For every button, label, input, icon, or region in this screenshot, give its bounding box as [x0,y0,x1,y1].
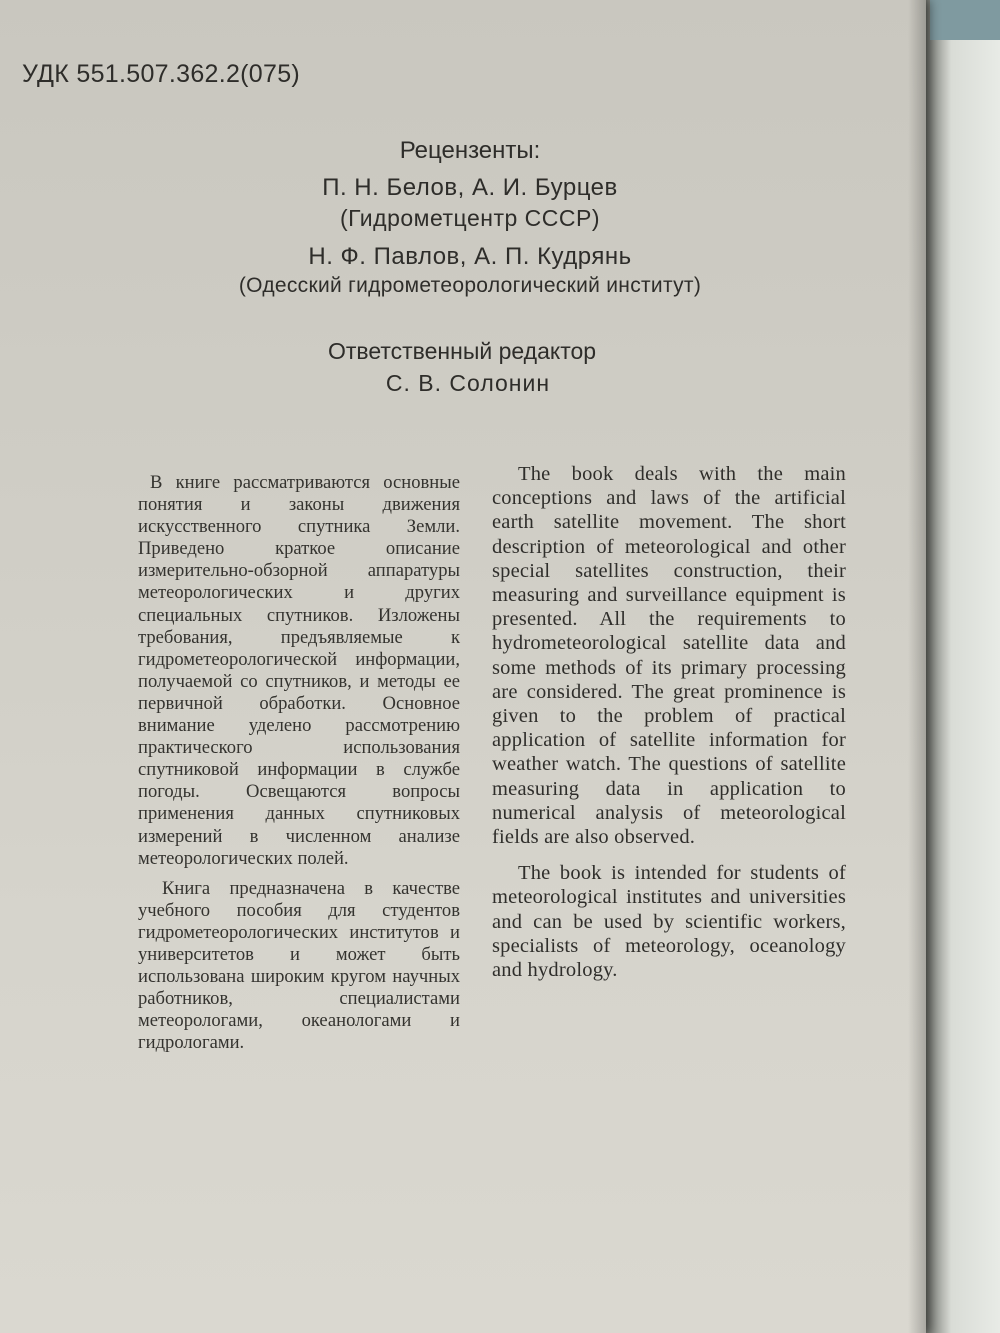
abstract-english-paragraph-2: The book is intended for students of meteorological institutes and universities and can be used by scientific workers, specialists of meteorology, oceanology and hydrology. [492,862,846,982]
reviewers-group1-names: П. Н. Белов, А. И. Бурцев [322,174,618,201]
udc-code: УДК 551.507.362.2(075) [22,60,301,88]
abstract-russian-paragraph-2: Книга предназначена в качестве учебного пособия для студентов гидрометеорологических институтов и университетов и может быть использована широким кругом научных работников, специалистами метеорологами, океанологами и гидрологами. [138,877,460,1054]
abstract-english-paragraph-1: The book deals with the main conceptions and laws of the artificial earth satellite movement. The short description of meteorological and other special satellites construction, their measuring and surveillance equipment is presented. All the requirements to hydrometeorological satellite data and some methods of its primary processing are considered. The great prominence is given to the problem of practical application of satellite information for weather watch. The questions of satellite measuring data in application to numerical analysis of meteorological fields are also observed. [492,463,846,849]
reviewers-group1-organization: (Гидрометцентр СССР) [339,205,600,231]
abstract-russian [138,472,460,1054]
editor-name: С. В. Солонин [385,370,551,396]
reviewers-group2-organization: (Одесский гидрометеорологический институт) [238,274,702,297]
editor-heading: Ответственный редактор [327,338,597,364]
reviewers-group2-names: Н. Ф. Павлов, А. П. Кудрянь [308,243,632,270]
abstract-english [492,462,846,982]
table-background-corner [930,0,1000,40]
abstract-russian-paragraph-1: В книге рассматриваются основные понятия и законы движения искусственного спутника Земли. Приведено краткое описание измерительно-обзорной аппаратуры метеорологических и других специальных спутников. Изложены требования, предъявляемые к гидрометеорологической информации, получаемой со спутников, и методы ее первичной обработки. Основное внимание уделено рассмотрению практического использования спутниковой информации в службе погоды. Освещаются вопросы применения данных спутниковых измерений в численном анализе метеорологических полей. [138,472,460,869]
reviewers-heading: Рецензенты: [399,137,541,164]
